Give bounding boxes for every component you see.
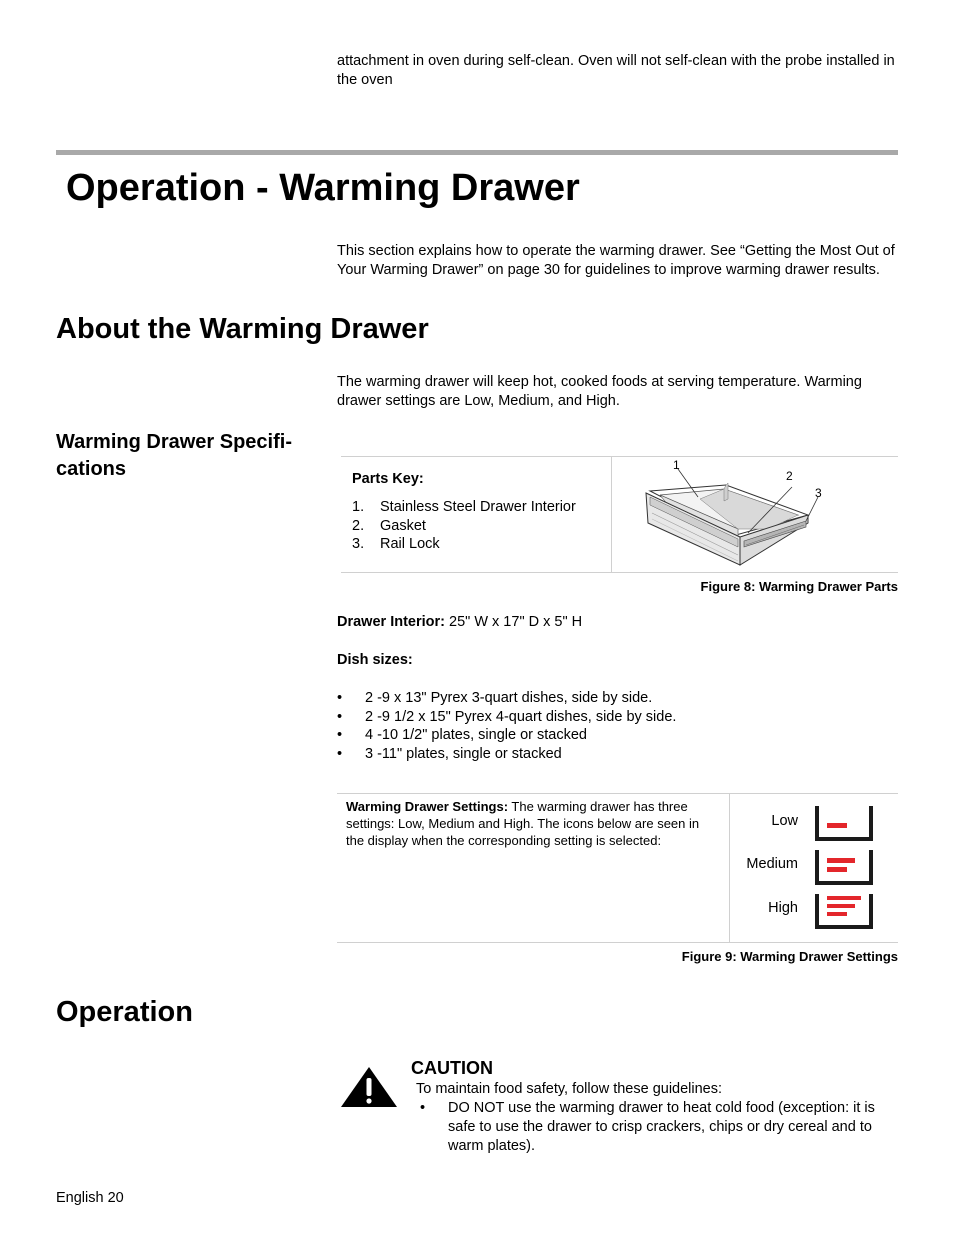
figure9-caption: Figure 9: Warming Drawer Settings — [681, 949, 898, 964]
dish-sizes-label: Dish sizes: — [337, 652, 413, 668]
figure9-top-rule — [337, 793, 898, 794]
operation-heading: Operation — [56, 996, 193, 1028]
drawer-interior: Drawer Interior: 25" W x 17" D x 5" H — [337, 614, 583, 630]
parts-list — [352, 498, 607, 554]
specs-heading-line1: Warming Drawer Specifi- — [56, 431, 292, 453]
settings-description: Warming Drawer Settings: The warming drawer has three settings: Low, Medium and High. The icons below are seen in the display when the corresponding setting is selected: — [346, 799, 700, 848]
about-text: The warming drawer will keep hot, cooked foods at serving temperature. Warming drawer settings are Low, Medium, and High. — [337, 374, 862, 409]
list-item: 1. Stainless Steel Drawer Interior — [352, 499, 576, 515]
callout-1: 1 — [673, 458, 680, 472]
list-item: • 4 -10 1/2" plates, single or stacked — [337, 727, 587, 744]
caution-bullet-text: DO NOT use the warming drawer to heat cold food (exception: it is safe to use the drawer to crisp crackers, chips or dry cereal and to warm plates). — [448, 1100, 875, 1154]
figure8-bottom-rule — [341, 572, 898, 573]
high-setting-icon — [814, 894, 874, 930]
about-heading: About the Warming Drawer — [56, 313, 429, 345]
figure8-caption: Figure 8: Warming Drawer Parts — [700, 579, 898, 594]
list-item: • 3 -11" plates, single or stacked — [337, 746, 562, 763]
list-item: 3. Rail Lock — [352, 536, 440, 552]
callout-3: 3 — [815, 486, 822, 500]
dish-sizes-list — [337, 689, 897, 764]
caution-bullet-dot: • — [420, 1100, 426, 1116]
callout-2: 2 — [786, 469, 793, 483]
caution-text: To maintain food safety, follow these guidelines: — [416, 1081, 723, 1097]
specs-heading — [56, 429, 326, 483]
caution-title: CAUTION — [411, 1058, 493, 1078]
setting-label-low: Low — [771, 813, 798, 829]
list-item: • 2 -9 x 13" Pyrex 3-quart dishes, side by side. — [337, 690, 653, 706]
medium-setting-icon — [814, 850, 874, 886]
low-setting-icon — [814, 806, 874, 842]
page-footer: English 20 — [56, 1190, 124, 1206]
figure9-bottom-rule — [337, 942, 898, 943]
list-item: 2. Gasket — [352, 517, 426, 534]
setting-label-high: High — [768, 900, 798, 916]
warning-triangle-icon — [340, 1066, 398, 1108]
figure8-divider — [611, 456, 612, 573]
warming-drawer-illustration — [640, 457, 820, 569]
continued-paragraph: attachment in oven during self-clean. Oven will not self-clean with the probe installed in the oven — [337, 53, 895, 88]
parts-key-label: Parts Key: — [352, 471, 424, 487]
list-item: • 2 -9 1/2 x 15" Pyrex 4-quart dishes, side by side. — [337, 708, 677, 725]
chapter-rule — [56, 150, 898, 155]
chapter-title: Operation - Warming Drawer — [66, 167, 580, 209]
chapter-intro: This section explains how to operate the warming drawer. See “Getting the Most Out of Your Warming Drawer” on page 30 for guidelines to improve warming drawer results. — [337, 243, 895, 278]
specs-heading-line2: cations — [56, 458, 127, 480]
setting-label-medium: Medium — [746, 856, 798, 872]
